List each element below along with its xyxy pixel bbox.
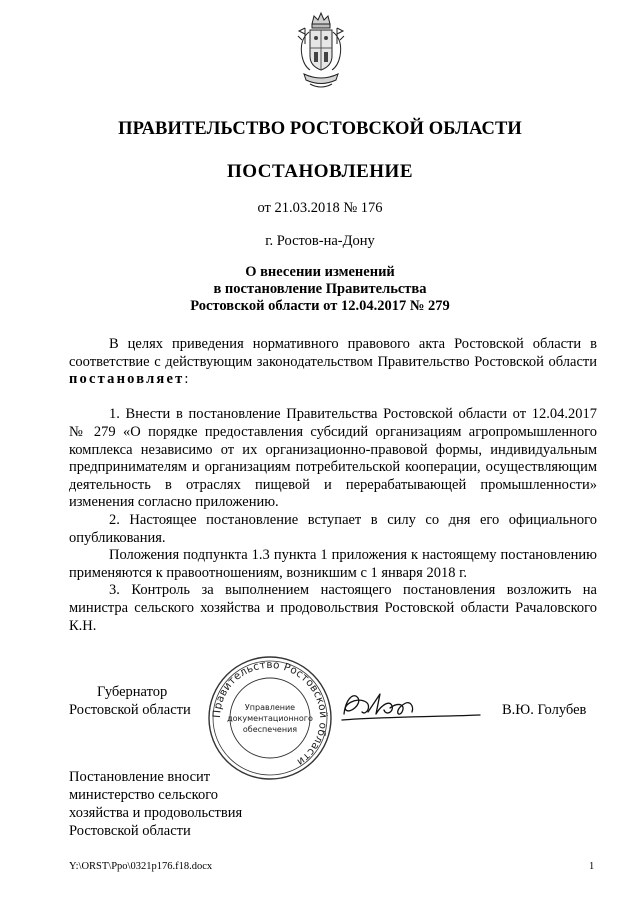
- preamble-text: В целях приведения нормативного правового акта Ростовской области в соответствие с действующим законодательством Правительство Ростовской области: [69, 336, 597, 370]
- preamble-colon: :: [184, 371, 189, 388]
- item-3: 3. Контроль за выполнением настоящего постановления возложить на министра сельского хозяйства и продовольствия Ростовской области Рачаловского К.Н.: [69, 582, 597, 634]
- city: г. Ростов-на-Дону: [265, 233, 375, 249]
- coat-of-arms-icon: [296, 10, 346, 96]
- preamble: [69, 336, 597, 389]
- signer-position-line-1: Губернатор: [97, 684, 168, 700]
- document-body: [69, 336, 597, 635]
- stamp-inner-line-1: Управление: [244, 703, 296, 712]
- subject-line-1: О внесении изменений: [245, 264, 395, 280]
- item-1: 1. Внести в постановление Правительства Ростовской области от 12.04.2017 № 279 «О порядке предоставления субсидий организациям агропромышленного комплекса независимо от их организационно-правовой формы, индивидуальным предпринимателям и организациям потребительской кооперации, осуществляющим деятельность в отраслях пищевой и перерабатывающей промышленности» изменения согласно приложению.: [69, 406, 597, 511]
- subject-line-2: в постановление Правительства: [213, 281, 427, 297]
- item-2-note: Положения подпункта 1.3 пункта 1 приложения к настоящему постановлению применяются к правоотношениям, возникшим с 1 января 2018 г.: [69, 547, 597, 581]
- stamp-ring-text: Правительство Ростовской области: [210, 658, 330, 769]
- subject-line-3: Ростовской области от 12.04.2017 № 279: [190, 298, 450, 314]
- contributor-block: [69, 768, 242, 840]
- document-type: ПОСТАНОВЛЕНИЕ: [226, 161, 414, 182]
- preamble-resolves: постановляет: [69, 371, 185, 388]
- organization-title: ПРАВИТЕЛЬСТВО РОСТОВСКОЙ ОБЛАСТИ: [118, 119, 522, 139]
- stamp-inner-line-2: документационного: [227, 714, 313, 723]
- date-and-number: от 21.03.2018 № 176: [257, 200, 383, 216]
- document-subject: [0, 264, 640, 315]
- page-number: 1: [589, 861, 595, 872]
- stamp-inner-line-3: обеспечения: [242, 725, 298, 734]
- signer-position-line-2: Ростовской области: [69, 702, 191, 718]
- footer-file-path: Y:\ORST\Ppo\0321p176.f18.docx: [69, 861, 213, 872]
- contributor-line-2: министерство сельского: [69, 787, 219, 803]
- contributor-line-4: Ростовской области: [69, 823, 191, 839]
- contributor-line-3: хозяйства и продовольствия: [69, 805, 243, 821]
- handwritten-signature: [336, 684, 486, 726]
- contributor-line-1: Постановление вносит: [69, 769, 211, 785]
- signer-name: В.Ю. Голубев: [502, 702, 587, 718]
- official-stamp: [207, 655, 333, 781]
- item-2: 2. Настоящее постановление вступает в силу со дня его официального опубликования.: [69, 511, 597, 546]
